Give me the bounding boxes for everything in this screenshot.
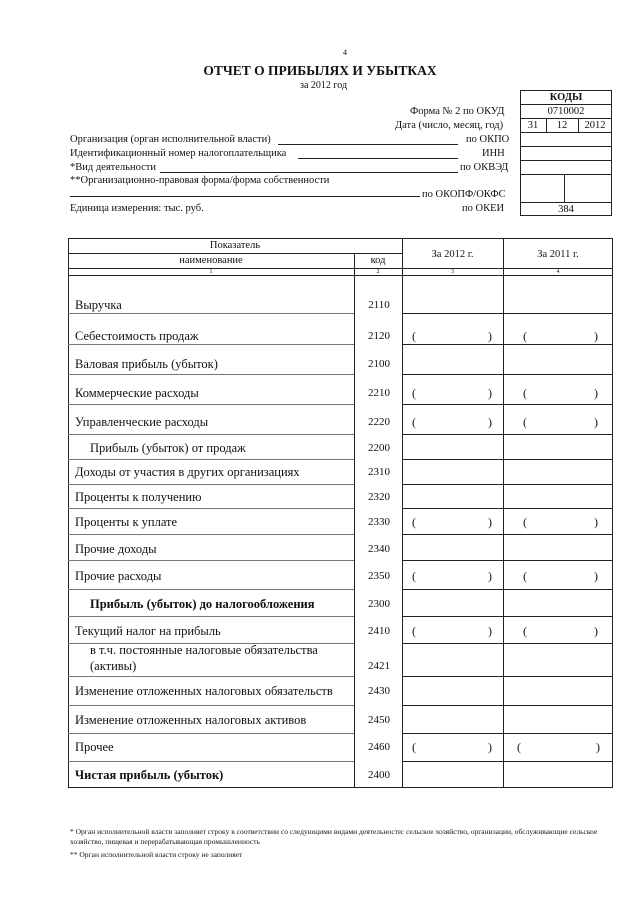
paren-open: (: [412, 569, 416, 583]
row-code: 2320: [368, 491, 390, 503]
okud-label: Форма № 2 по ОКУД: [410, 106, 505, 117]
row-name-line1: в т.ч. постоянные налоговые обязательства: [90, 643, 318, 657]
row-name: Прочее: [75, 740, 114, 754]
year1-header: За 2012 г.: [431, 248, 474, 260]
date-year: 2012: [584, 119, 606, 131]
paren-close: ): [488, 624, 492, 638]
row-code: 2330: [368, 516, 390, 528]
date-label: Дата (число, месяц, год): [395, 120, 504, 131]
row-code: 2340: [368, 543, 390, 555]
date-day: 31: [527, 119, 539, 131]
paren-open: (: [517, 740, 521, 754]
row-name: Доходы от участия в других организациях: [75, 465, 300, 479]
paren-open: (: [412, 740, 416, 754]
row-name: Валовая прибыль (убыток): [75, 357, 218, 371]
row-name: Прибыль (убыток) до налогообложения: [90, 597, 315, 611]
col-num-3: 3: [451, 268, 454, 275]
paren-close: ): [488, 415, 492, 429]
okved-label: по ОКВЭД: [460, 162, 509, 173]
row-name: Изменение отложенных налоговых активов: [75, 713, 307, 727]
indicator-header: Показатель: [209, 240, 261, 251]
row-name: Прибыль (убыток) от продаж: [90, 441, 246, 455]
paren-open: (: [523, 415, 527, 429]
year2-header: За 2011 г.: [537, 248, 579, 260]
row-name: Прочие расходы: [75, 569, 162, 583]
page-title: ОТЧЕТ О ПРИБЫЛЯХ И УБЫТКАХ: [203, 63, 437, 78]
activity-field: [160, 172, 458, 173]
inn-label: ИНН: [482, 148, 505, 159]
paren-close: ): [594, 386, 598, 400]
row-name: Текущий налог на прибыль: [75, 624, 221, 638]
row-code: 2460: [368, 741, 390, 753]
row-code: 2310: [368, 466, 390, 478]
row-code: 2430: [368, 685, 390, 697]
paren-close: ): [594, 624, 598, 638]
paren-open: (: [412, 329, 416, 343]
paren-open: (: [523, 624, 527, 638]
col-num-2: 2: [376, 268, 380, 275]
okud-code: 0710002: [547, 105, 585, 117]
paren-open: (: [523, 329, 527, 343]
row-code: 2421: [368, 660, 390, 672]
okpo-label: по ОКПО: [466, 134, 510, 145]
row-name: Коммерческие расходы: [75, 386, 199, 400]
name-header: наименование: [179, 255, 243, 266]
okopf-label: по ОКОПФ/ОКФС: [422, 189, 506, 200]
row-name: Изменение отложенных налоговых обязательств: [75, 684, 333, 698]
row-name-line2: (активы): [90, 659, 137, 673]
row-name: Прочие доходы: [75, 542, 157, 556]
okei-label: по ОКЕИ: [462, 203, 505, 214]
paren-close: ): [594, 329, 598, 343]
paren-close: ): [594, 569, 598, 583]
paren-open: (: [523, 515, 527, 529]
paren-open: (: [523, 569, 527, 583]
row-name: Проценты к уплате: [75, 515, 178, 529]
paren-open: (: [412, 415, 416, 429]
paren-open: (: [412, 515, 416, 529]
paren-close: ): [488, 569, 492, 583]
row-code: 2220: [368, 416, 390, 428]
date-month: 12: [556, 119, 568, 131]
row-code: 2120: [368, 330, 390, 342]
org-label: Организация (орган исполнительной власти): [70, 134, 271, 145]
paren-open: (: [412, 386, 416, 400]
legal-form-label: **Организационно-правовая форма/форма собственности: [70, 175, 330, 186]
row-code: 2110: [368, 299, 390, 311]
paren-open: (: [523, 386, 527, 400]
paren-close: ): [488, 329, 492, 343]
row-code: 2400: [368, 769, 390, 781]
unit-label: Единица измерения: тыс. руб.: [70, 203, 204, 214]
row-code: 2210: [368, 387, 390, 399]
paren-close: ): [594, 515, 598, 529]
code-header: код: [370, 255, 386, 266]
paren-close: ): [594, 415, 598, 429]
row-name: Себестоимость продаж: [75, 329, 199, 343]
paren-close: ): [596, 740, 600, 754]
row-code: 2410: [368, 625, 390, 637]
paren-open: (: [412, 624, 416, 638]
activity-label: *Вид деятельности: [70, 162, 156, 173]
row-code: 2300: [368, 598, 390, 610]
page-subtitle: за 2012 год: [300, 80, 348, 91]
row-code: 2100: [368, 358, 390, 370]
row-name: Проценты к получению: [75, 490, 202, 504]
paren-close: ): [488, 386, 492, 400]
org-field: [278, 144, 458, 145]
row-name: Выручка: [75, 298, 122, 312]
row-name: Чистая прибыль (убыток): [75, 768, 224, 782]
paren-close: ): [488, 515, 492, 529]
inn-name-label: Идентификационный номер налогоплательщика: [70, 148, 287, 159]
inn-field: [298, 158, 458, 159]
codes-header: КОДЫ: [549, 91, 583, 103]
page-mark: 4: [343, 48, 347, 57]
okei-code: 384: [558, 203, 574, 215]
row-name: Управленческие расходы: [75, 415, 209, 429]
row-code: 2450: [368, 714, 390, 726]
row-code: 2200: [368, 442, 390, 454]
col-num-1: 1: [209, 268, 213, 275]
legal-form-field: [70, 196, 420, 197]
footnote-1: * Орган исполнительной власти заполняет строку в соответствии со следующими видами деятельности: сельское хозяйство, организации, обслуживающие сельское хозяйство, пищевая и перерабатывающая промышленность: [70, 827, 598, 846]
paren-close: ): [488, 740, 492, 754]
footnote-2: ** Орган исполнительной власти строку не заполняет: [70, 850, 243, 859]
row-code: 2350: [368, 570, 390, 582]
col-num-4: 4: [556, 268, 560, 275]
